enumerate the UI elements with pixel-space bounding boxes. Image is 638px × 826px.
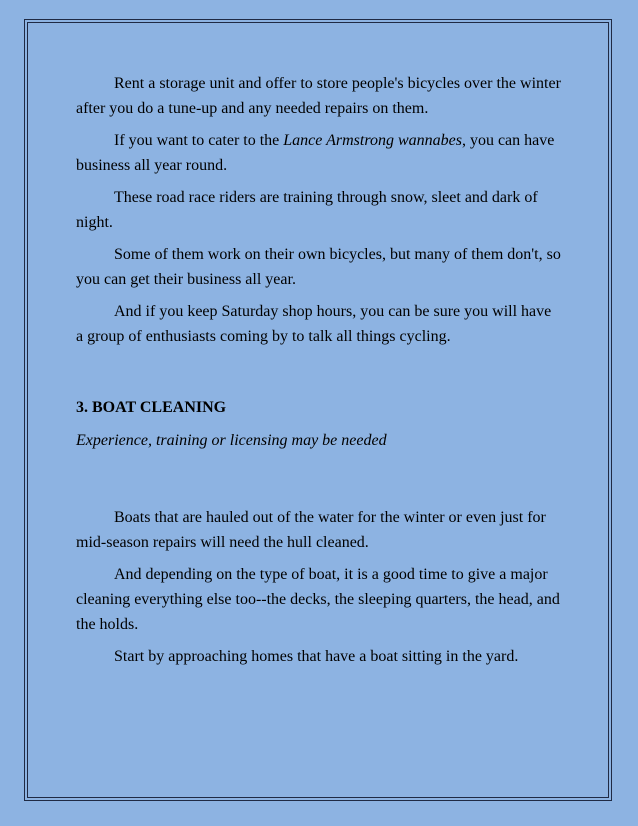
- paragraph: [76, 242, 562, 292]
- paragraph-text: Start by approaching homes that have a boat sitting in the yard.: [114, 648, 519, 665]
- paragraph-text: Boats that are hauled out of the water for the winter or even just for mid-season repairs will need the hull cleaned.: [76, 509, 546, 551]
- paragraph-text: And if you keep Saturday shop hours, you can be sure you will have a group of enthusiasts coming by to talk all things cycling.: [76, 303, 552, 345]
- paragraph-text-after: , you can have business all year round.: [76, 132, 555, 174]
- paragraph: [76, 185, 562, 235]
- paragraph: [76, 71, 562, 121]
- paragraph-text: Rent a storage unit and offer to store people's bicycles over the winter after you do a tune-up and any needed repairs on them.: [76, 75, 561, 117]
- paragraph-italic-text: Lance Armstrong wannabes: [283, 132, 462, 149]
- page-content: [76, 71, 562, 676]
- paragraph-text: These road race riders are training through snow, sleet and dark of night.: [76, 189, 538, 231]
- paragraph: [76, 562, 562, 637]
- paragraph-text: If you want to cater to the: [114, 132, 284, 149]
- paragraph: [76, 505, 562, 555]
- paragraph: [76, 299, 562, 349]
- section-subtitle: Experience, training or licensing may be needed: [76, 432, 387, 449]
- paragraph: [76, 644, 562, 669]
- paragraph-text: And depending on the type of boat, it is a good time to give a major cleaning everything else too--the decks, the sleeping quarters, the head, and the holds.: [76, 566, 560, 633]
- section-heading: 3. BOAT CLEANING: [76, 399, 227, 416]
- paragraph-text: Some of them work on their own bicycles, but many of them don't, so you can get their business all year.: [76, 246, 561, 288]
- paragraph: [76, 128, 562, 178]
